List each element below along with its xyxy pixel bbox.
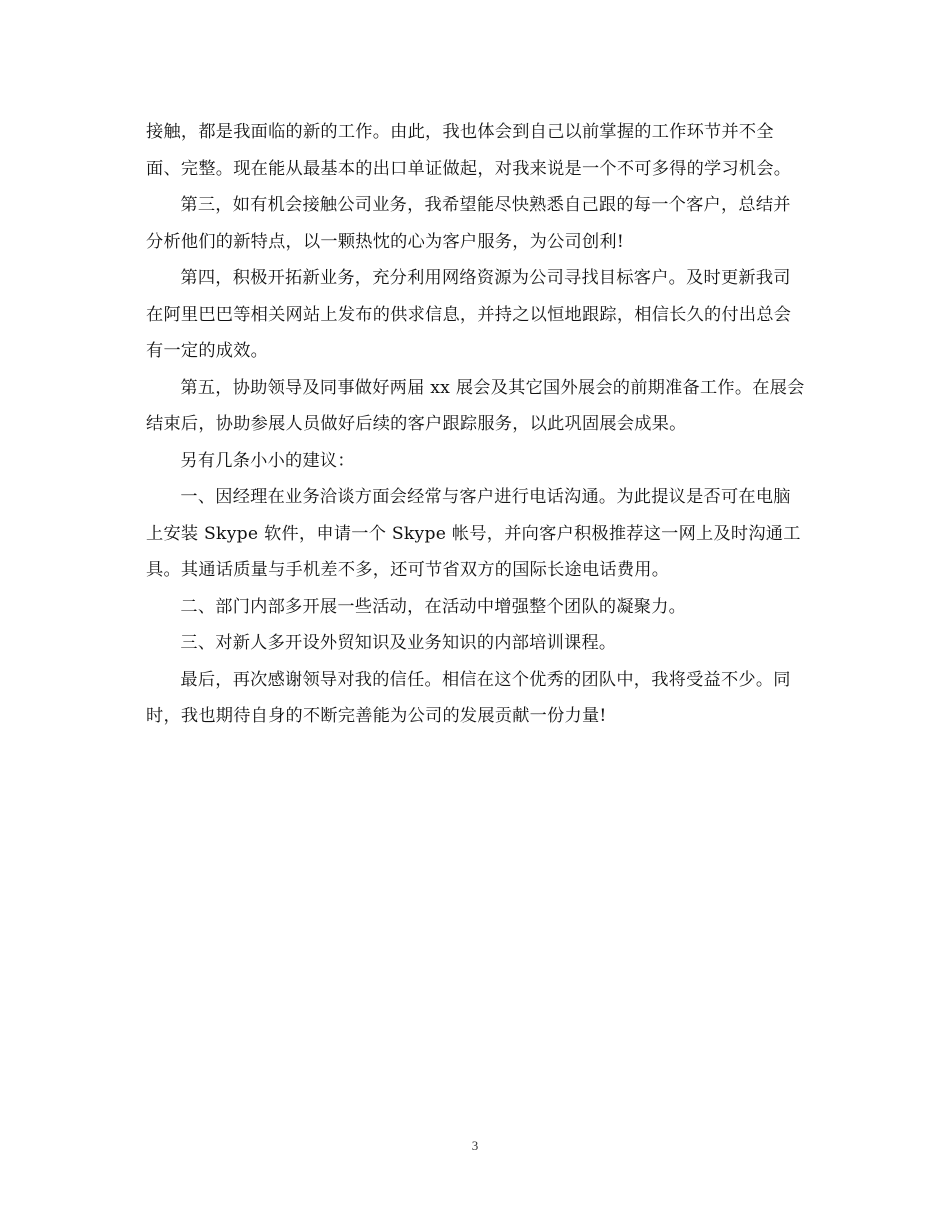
paragraph-suggestions-heading: 另有几条小小的建议： [180,450,355,471]
paragraph-suggestion-one: 一、因经理在业务洽谈方面会经常与客户进行电话沟通。为此提议是否可在电脑上安装 Skype 软件，申请一个 Skype 帐号，并向客户积极推荐这一网上及时沟通工具。其通话质量与手机差不多，还可节省双方的国际长途电话费用。 [146,487,801,580]
paragraph-fourth-point: 第四，积极开拓新业务，充分利用网络资源为公司寻找目标客户。及时更新我司在阿里巴巴等相关网站上发布的供求信息，并持之以恒地跟踪，相信长久的付出总会有一定的成效。 [146,268,792,361]
paragraph-suggestion-two: 二、部门内部多开展一些活动，在活动中增强整个团队的凝聚力。 [180,596,687,617]
paragraph-fifth-point: 第五，协助领导及同事做好两届 xx 展会及其它国外展会的前期准备工作。在展会结束后，协助参展人员做好后续的客户跟踪服务，以此巩固展会成果。 [146,377,805,434]
paragraph-third-point: 第三，如有机会接触公司业务，我希望能尽快熟悉自己跟的每一个客户，总结并分析他们的新特点，以一颗热忱的心为客户服务，为公司创利! [146,195,791,252]
document-body [146,114,808,735]
paragraph-suggestion-three: 三、对新人多开设外贸知识及业务知识的内部培训课程。 [180,633,617,653]
page-number: 3 [471,1138,479,1153]
paragraph-continuation: 接触，都是我面临的新的工作。由此，我也体会到自己以前掌握的工作环节并不全面、完整。现在能从最基本的出口单证做起，对我来说是一个不可多得的学习机会。 [146,122,792,179]
paragraph-closing: 最后，再次感谢领导对我的信任。相信在这个优秀的团队中，我将受益不少。同时，我也期待自身的不断完善能为公司的发展贡献一份力量! [146,669,791,726]
